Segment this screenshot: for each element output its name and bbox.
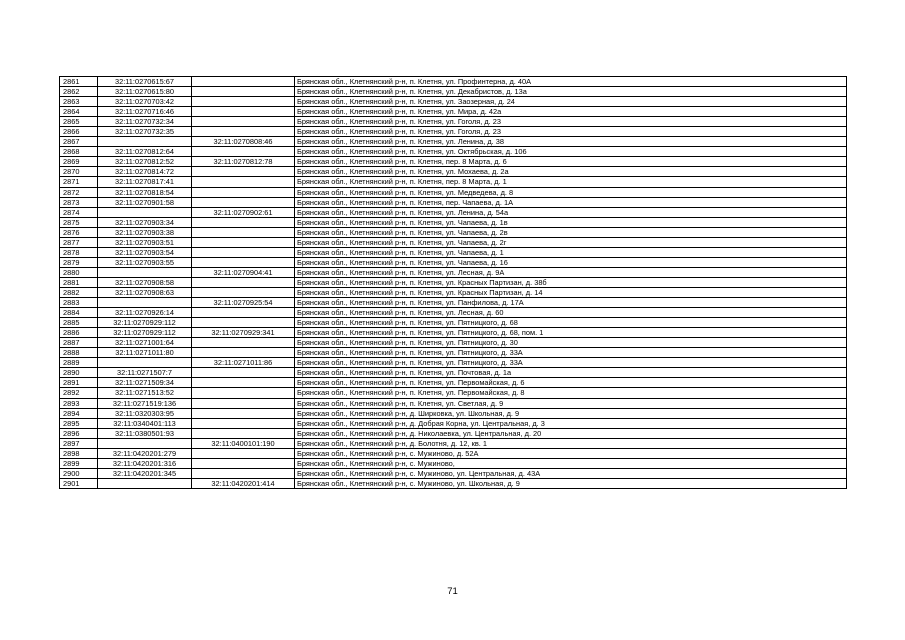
row-number-cell: 2882 xyxy=(60,287,98,297)
page-number: 71 xyxy=(447,586,458,597)
parent-cadastral-number-cell xyxy=(192,237,295,247)
parent-cadastral-number-cell xyxy=(192,468,295,478)
row-number-cell: 2880 xyxy=(60,267,98,277)
address-cell: Брянская обл., Клетнянский р-н, п. Клетня, ул. Светлая, д. 9 xyxy=(295,398,847,408)
parent-cadastral-number-cell xyxy=(192,147,295,157)
row-number-cell: 2865 xyxy=(60,117,98,127)
parent-cadastral-number-cell xyxy=(192,77,295,87)
address-cell: Брянская обл., Клетнянский р-н, п. Клетня, ул. Красных Партизан, д. 38б xyxy=(295,277,847,287)
parent-cadastral-number-cell xyxy=(192,388,295,398)
row-number-cell: 2863 xyxy=(60,97,98,107)
parent-cadastral-number-cell xyxy=(192,418,295,428)
cadastral-number-cell: 32:11:0270903:34 xyxy=(98,217,192,227)
address-cell: Брянская обл., Клетнянский р-н, д. Николаевка, ул. Центральная, д. 20 xyxy=(295,428,847,438)
address-cell: Брянская обл., Клетнянский р-н, п. Клетня, ул. Мира, д. 42а xyxy=(295,107,847,117)
parent-cadastral-number-cell xyxy=(192,127,295,137)
row-number-cell: 2866 xyxy=(60,127,98,137)
address-cell: Брянская обл., Клетнянский р-н, п. Клетня, ул. Заозерная, д. 24 xyxy=(295,97,847,107)
row-number-cell: 2881 xyxy=(60,277,98,287)
cadastral-number-cell: 32:11:0270908:58 xyxy=(98,277,192,287)
parent-cadastral-number-cell xyxy=(192,368,295,378)
cadastral-number-cell: 32:11:0340401:113 xyxy=(98,418,192,428)
table-row xyxy=(60,217,847,227)
table-row xyxy=(60,147,847,157)
parent-cadastral-number-cell xyxy=(192,338,295,348)
row-number-cell: 2897 xyxy=(60,438,98,448)
row-number-cell: 2864 xyxy=(60,107,98,117)
cadastral-number-cell: 32:11:0420201:316 xyxy=(98,458,192,468)
address-cell: Брянская обл., Клетнянский р-н, п. Клетня, ул. Первомайская, д. 8 xyxy=(295,388,847,398)
table-row xyxy=(60,398,847,408)
address-cell: Брянская обл., Клетнянский р-н, п. Клетня, ул. Профинтерна, д. 40А xyxy=(295,77,847,87)
cadastral-number-cell: 32:11:0271507:7 xyxy=(98,368,192,378)
table-row xyxy=(60,298,847,308)
address-cell: Брянская обл., Клетнянский р-н, п. Клетня, ул. Чапаева, д. 16 xyxy=(295,257,847,267)
table-row xyxy=(60,77,847,87)
cadastral-number-cell xyxy=(98,358,192,368)
row-number-cell: 2898 xyxy=(60,448,98,458)
row-number-cell: 2893 xyxy=(60,398,98,408)
address-cell: Брянская обл., Клетнянский р-н, п. Клетня, ул. Лесная, д. 9А xyxy=(295,267,847,277)
table-row xyxy=(60,227,847,237)
cadastral-number-cell: 32:11:0270732:35 xyxy=(98,127,192,137)
table-row xyxy=(60,207,847,217)
parent-cadastral-number-cell xyxy=(192,107,295,117)
table-row xyxy=(60,287,847,297)
table-row xyxy=(60,267,847,277)
row-number-cell: 2869 xyxy=(60,157,98,167)
parent-cadastral-number-cell xyxy=(192,217,295,227)
row-number-cell: 2892 xyxy=(60,388,98,398)
parent-cadastral-number-cell: 32:11:0270808:46 xyxy=(192,137,295,147)
parent-cadastral-number-cell xyxy=(192,448,295,458)
row-number-cell: 2870 xyxy=(60,167,98,177)
row-number-cell: 2867 xyxy=(60,137,98,147)
parent-cadastral-number-cell xyxy=(192,97,295,107)
cadastral-number-cell: 32:11:0270903:51 xyxy=(98,237,192,247)
table-row xyxy=(60,428,847,438)
cadastral-number-cell: 32:11:0270615:80 xyxy=(98,87,192,97)
address-cell: Брянская обл., Клетнянский р-н, п. Клетня, ул. Пятницкого, д. 33А xyxy=(295,358,847,368)
address-cell: Брянская обл., Клетнянский р-н, д. Ширковка, ул. Школьная, д. 9 xyxy=(295,408,847,418)
address-cell: Брянская обл., Клетнянский р-н, п. Клетня, ул. Первомайская, д. 6 xyxy=(295,378,847,388)
address-cell: Брянская обл., Клетнянский р-н, п. Клетня, ул. Чапаева, д. 1 xyxy=(295,247,847,257)
cadastral-number-cell: 32:11:0270814:72 xyxy=(98,167,192,177)
cadastral-number-cell: 32:11:0270817:41 xyxy=(98,177,192,187)
row-number-cell: 2879 xyxy=(60,257,98,267)
cadastral-number-cell: 32:11:0270716:46 xyxy=(98,107,192,117)
parent-cadastral-number-cell xyxy=(192,177,295,187)
row-number-cell: 2872 xyxy=(60,187,98,197)
cadastral-number-cell: 32:11:0420201:279 xyxy=(98,448,192,458)
cadastral-number-cell: 32:11:0270903:55 xyxy=(98,257,192,267)
parent-cadastral-number-cell: 32:11:0270925:54 xyxy=(192,298,295,308)
row-number-cell: 2886 xyxy=(60,328,98,338)
address-cell: Брянская обл., Клетнянский р-н, п. Клетня, пер. Чапаева, д. 1А xyxy=(295,197,847,207)
table-row xyxy=(60,127,847,137)
address-cell: Брянская обл., Клетнянский р-н, п. Клетня, ул. Ленина, д. 38 xyxy=(295,137,847,147)
address-cell: Брянская обл., Клетнянский р-н, п. Клетня, ул. Лесная, д. 60 xyxy=(295,308,847,318)
cadastral-number-cell: 32:11:0270703:42 xyxy=(98,97,192,107)
table-row xyxy=(60,97,847,107)
parent-cadastral-number-cell xyxy=(192,408,295,418)
parent-cadastral-number-cell: 32:11:0270902:61 xyxy=(192,207,295,217)
cadastral-number-cell xyxy=(98,438,192,448)
table-row xyxy=(60,348,847,358)
row-number-cell: 2889 xyxy=(60,358,98,368)
cadastral-number-cell: 32:11:0271001:64 xyxy=(98,338,192,348)
cadastral-number-cell: 32:11:0420201:345 xyxy=(98,468,192,478)
address-cell: Брянская обл., Клетнянский р-н, п. Клетня, ул. Гоголя, д. 23 xyxy=(295,127,847,137)
cadastral-number-cell: 32:11:0380501:93 xyxy=(98,428,192,438)
cadastral-number-cell: 32:11:0320303:95 xyxy=(98,408,192,418)
property-table-body xyxy=(60,77,847,489)
table-row xyxy=(60,458,847,468)
cadastral-number-cell: 32:11:0270929:112 xyxy=(98,328,192,338)
address-cell: Брянская обл., Клетнянский р-н, п. Клетня, ул. Пятницкого, д. 33А xyxy=(295,348,847,358)
table-row xyxy=(60,408,847,418)
row-number-cell: 2890 xyxy=(60,368,98,378)
parent-cadastral-number-cell: 32:11:0400101:190 xyxy=(192,438,295,448)
table-row xyxy=(60,468,847,478)
table-row xyxy=(60,388,847,398)
parent-cadastral-number-cell: 32:11:0270812:78 xyxy=(192,157,295,167)
table-row xyxy=(60,107,847,117)
row-number-cell: 2895 xyxy=(60,418,98,428)
parent-cadastral-number-cell xyxy=(192,398,295,408)
row-number-cell: 2900 xyxy=(60,468,98,478)
row-number-cell: 2883 xyxy=(60,298,98,308)
table-row xyxy=(60,137,847,147)
parent-cadastral-number-cell xyxy=(192,117,295,127)
cadastral-number-cell xyxy=(98,207,192,217)
cadastral-number-cell: 32:11:0271509:34 xyxy=(98,378,192,388)
address-cell: Брянская обл., Клетнянский р-н, п. Клетня, ул. Чапаева, д. 2в xyxy=(295,227,847,237)
table-row xyxy=(60,87,847,97)
address-cell: Брянская обл., Клетнянский р-н, с. Мужиново, ул. Центральная, д. 43А xyxy=(295,468,847,478)
table-row xyxy=(60,438,847,448)
row-number-cell: 2876 xyxy=(60,227,98,237)
parent-cadastral-number-cell xyxy=(192,318,295,328)
parent-cadastral-number-cell xyxy=(192,187,295,197)
table-row xyxy=(60,247,847,257)
address-cell: Брянская обл., Клетнянский р-н, п. Клетня, ул. Пятницкого, д. 30 xyxy=(295,338,847,348)
parent-cadastral-number-cell: 32:11:0420201:414 xyxy=(192,478,295,488)
address-cell: Брянская обл., Клетнянский р-н, п. Клетня, ул. Гоголя, д. 23 xyxy=(295,117,847,127)
cadastral-number-cell: 32:11:0270903:54 xyxy=(98,247,192,257)
table-row xyxy=(60,448,847,458)
parent-cadastral-number-cell xyxy=(192,257,295,267)
table-row xyxy=(60,187,847,197)
row-number-cell: 2875 xyxy=(60,217,98,227)
parent-cadastral-number-cell xyxy=(192,348,295,358)
parent-cadastral-number-cell xyxy=(192,227,295,237)
row-number-cell: 2899 xyxy=(60,458,98,468)
cadastral-number-cell: 32:11:0270812:64 xyxy=(98,147,192,157)
address-cell: Брянская обл., Клетнянский р-н, п. Клетня, ул. Октябрьская, д. 106 xyxy=(295,147,847,157)
row-number-cell: 2874 xyxy=(60,207,98,217)
row-number-cell: 2884 xyxy=(60,308,98,318)
row-number-cell: 2868 xyxy=(60,147,98,157)
table-row xyxy=(60,257,847,267)
row-number-cell: 2878 xyxy=(60,247,98,257)
address-cell: Брянская обл., Клетнянский р-н, д. Болотня, д. 12, кв. 1 xyxy=(295,438,847,448)
address-cell: Брянская обл., Клетнянский р-н, п. Клетня, ул. Красных Партизан, д. 14 xyxy=(295,287,847,297)
parent-cadastral-number-cell: 32:11:0271011:86 xyxy=(192,358,295,368)
cadastral-number-cell xyxy=(98,298,192,308)
table-row xyxy=(60,378,847,388)
address-cell: Брянская обл., Клетнянский р-н, д. Добрая Корна, ул. Центральная, д. 3 xyxy=(295,418,847,428)
address-cell: Брянская обл., Клетнянский р-н, п. Клетня, ул. Почтовая, д. 1а xyxy=(295,368,847,378)
table-row xyxy=(60,368,847,378)
address-cell: Брянская обл., Клетнянский р-н, п. Клетня, ул. Чапаева, д. 1в xyxy=(295,217,847,227)
row-number-cell: 2896 xyxy=(60,428,98,438)
parent-cadastral-number-cell xyxy=(192,247,295,257)
cadastral-number-cell: 32:11:0271011:80 xyxy=(98,348,192,358)
table-row xyxy=(60,197,847,207)
cadastral-number-cell xyxy=(98,137,192,147)
cadastral-number-cell: 32:11:0270908:63 xyxy=(98,287,192,297)
cadastral-number-cell: 32:11:0271513:52 xyxy=(98,388,192,398)
parent-cadastral-number-cell xyxy=(192,167,295,177)
table-row xyxy=(60,418,847,428)
row-number-cell: 2861 xyxy=(60,77,98,87)
table-row xyxy=(60,277,847,287)
row-number-cell: 2871 xyxy=(60,177,98,187)
cadastral-number-cell: 32:11:0271519:136 xyxy=(98,398,192,408)
address-cell: Брянская обл., Клетнянский р-н, п. Клетня, ул. Декабристов, д. 13а xyxy=(295,87,847,97)
row-number-cell: 2862 xyxy=(60,87,98,97)
cadastral-number-cell: 32:11:0270901:58 xyxy=(98,197,192,207)
row-number-cell: 2887 xyxy=(60,338,98,348)
table-row xyxy=(60,167,847,177)
address-cell: Брянская обл., Клетнянский р-н, п. Клетня, пер. 8 Марта, д. 6 xyxy=(295,157,847,167)
table-row xyxy=(60,358,847,368)
cadastral-number-cell: 32:11:0270615:67 xyxy=(98,77,192,87)
address-cell: Брянская обл., Клетнянский р-н, п. Клетня, ул. Панфилова, д. 17А xyxy=(295,298,847,308)
cadastral-number-cell xyxy=(98,478,192,488)
parent-cadastral-number-cell xyxy=(192,197,295,207)
address-cell: Брянская обл., Клетнянский р-н, п. Клетня, пер. 8 Марта, д. 1 xyxy=(295,177,847,187)
parent-cadastral-number-cell: 32:11:0270904:41 xyxy=(192,267,295,277)
parent-cadastral-number-cell xyxy=(192,308,295,318)
address-cell: Брянская обл., Клетнянский р-н, п. Клетня, ул. Пятницкого, д. 68 xyxy=(295,318,847,328)
address-cell: Брянская обл., Клетнянский р-н, с. Мужиново, xyxy=(295,458,847,468)
address-cell: Брянская обл., Клетнянский р-н, п. Клетня, ул. Чапаева, д. 2г xyxy=(295,237,847,247)
address-cell: Брянская обл., Клетнянский р-н, п. Клетня, ул. Медведева, д. 8 xyxy=(295,187,847,197)
parent-cadastral-number-cell: 32:11:0270929:341 xyxy=(192,328,295,338)
table-row xyxy=(60,117,847,127)
row-number-cell: 2873 xyxy=(60,197,98,207)
property-table xyxy=(59,76,847,489)
parent-cadastral-number-cell xyxy=(192,428,295,438)
table-row xyxy=(60,308,847,318)
parent-cadastral-number-cell xyxy=(192,277,295,287)
parent-cadastral-number-cell xyxy=(192,87,295,97)
row-number-cell: 2877 xyxy=(60,237,98,247)
parent-cadastral-number-cell xyxy=(192,287,295,297)
table-row xyxy=(60,338,847,348)
cadastral-number-cell: 32:11:0270926:14 xyxy=(98,308,192,318)
table-row xyxy=(60,157,847,167)
cadastral-number-cell: 32:11:0270732:34 xyxy=(98,117,192,127)
table-row xyxy=(60,328,847,338)
address-cell: Брянская обл., Клетнянский р-н, п. Клетня, ул. Мохаева, д. 2а xyxy=(295,167,847,177)
cadastral-number-cell: 32:11:0270903:38 xyxy=(98,227,192,237)
table-row xyxy=(60,318,847,328)
address-cell: Брянская обл., Клетнянский р-н, п. Клетня, ул. Пятницкого, д. 68, пом. 1 xyxy=(295,328,847,338)
row-number-cell: 2901 xyxy=(60,478,98,488)
cadastral-number-cell: 32:11:0270812:52 xyxy=(98,157,192,167)
row-number-cell: 2894 xyxy=(60,408,98,418)
row-number-cell: 2885 xyxy=(60,318,98,328)
table-row xyxy=(60,237,847,247)
table-row xyxy=(60,177,847,187)
address-cell: Брянская обл., Клетнянский р-н, с. Мужиново, ул. Школьная, д. 9 xyxy=(295,478,847,488)
table-row xyxy=(60,478,847,488)
parent-cadastral-number-cell xyxy=(192,458,295,468)
row-number-cell: 2888 xyxy=(60,348,98,358)
address-cell: Брянская обл., Клетнянский р-н, с. Мужиново, д. 52А xyxy=(295,448,847,458)
parent-cadastral-number-cell xyxy=(192,378,295,388)
row-number-cell: 2891 xyxy=(60,378,98,388)
address-cell: Брянская обл., Клетнянский р-н, п. Клетня, ул. Ленина, д. 54а xyxy=(295,207,847,217)
cadastral-number-cell: 32:11:0270818:54 xyxy=(98,187,192,197)
cadastral-number-cell: 32:11:0270929:112 xyxy=(98,318,192,328)
cadastral-number-cell xyxy=(98,267,192,277)
